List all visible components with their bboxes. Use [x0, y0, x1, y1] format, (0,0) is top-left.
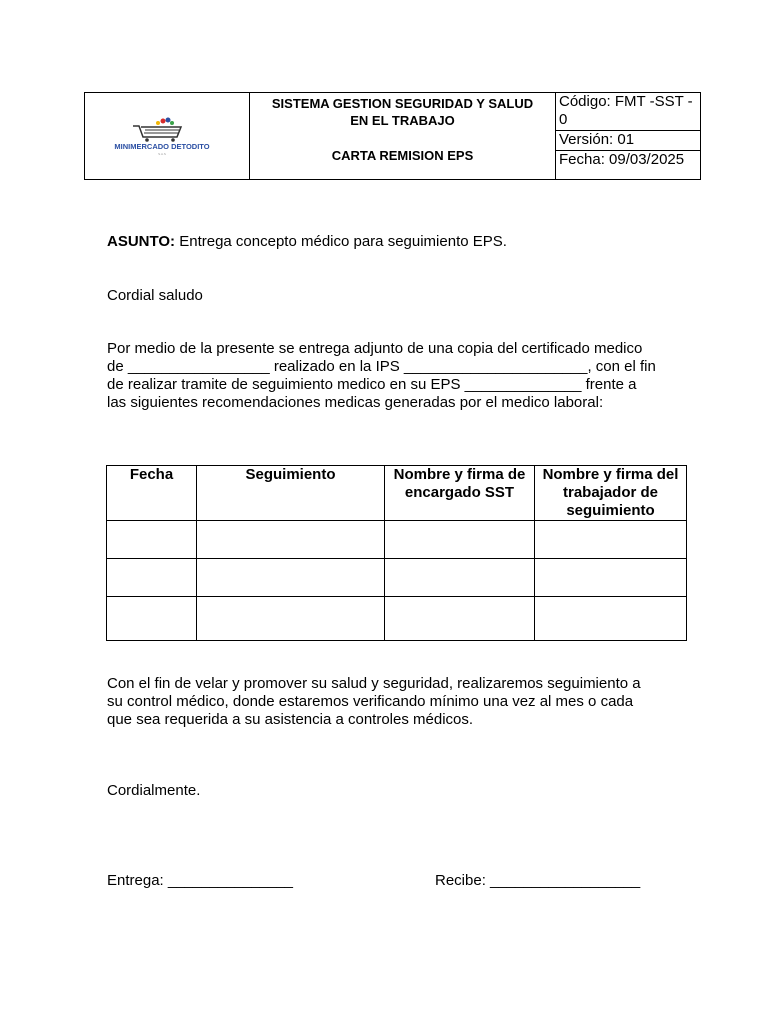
recibe-signature-line[interactable]: Recibe: __________________ [435, 872, 641, 889]
table-cell[interactable] [197, 521, 385, 559]
table-cell[interactable] [385, 521, 535, 559]
table-row [107, 559, 687, 597]
intro-paragraph [107, 340, 687, 412]
table-cell[interactable] [197, 597, 385, 641]
table-row [107, 597, 687, 641]
document-title-cell [250, 93, 556, 180]
followup-table [106, 465, 687, 641]
table-cell[interactable] [385, 559, 535, 597]
system-title-line2: EN EL TRABAJO [350, 113, 455, 128]
table-cell[interactable] [107, 597, 197, 641]
header-table [84, 92, 701, 180]
closing: Cordialmente. [107, 782, 201, 799]
intro-line: de realizar tramite de seguimiento medico en su EPS ______________ frente a [107, 376, 637, 393]
commitment-line: Con el fin de velar y promover su salud y seguridad, realizaremos seguimiento a [107, 675, 641, 692]
system-title-line1: SISTEMA GESTION SEGURIDAD Y SALUD [271, 96, 534, 111]
svg-text:S.A.S: S.A.S [158, 152, 166, 156]
table-cell[interactable] [107, 521, 197, 559]
table-cell[interactable] [535, 521, 687, 559]
entrega-signature-line[interactable]: Entrega: _______________ [107, 872, 294, 889]
col-header-seguimiento: Seguimiento [197, 466, 385, 521]
asunto-line [107, 233, 687, 251]
logo-text: MINIMERCADO DETODITO [114, 142, 210, 151]
document-subtitle: CARTA REMISION EPS [331, 148, 474, 163]
col-header-fecha: Fecha [107, 466, 197, 521]
asunto-text: Entrega concepto médico para seguimiento EPS. [175, 233, 507, 250]
commitment-paragraph [107, 675, 687, 729]
table-cell[interactable] [197, 559, 385, 597]
table-row [107, 521, 687, 559]
document-version: Versión: 01 [556, 131, 701, 151]
followup-table-header-row [107, 466, 687, 521]
commitment-line: su control médico, donde estaremos verificando mínimo una vez al mes o cada [107, 693, 634, 710]
intro-line: Por medio de la presente se entrega adjunto de una copia del certificado medico [107, 340, 643, 357]
table-cell[interactable] [535, 597, 687, 641]
logo-cell [85, 93, 250, 180]
document-code: Código: FMT -SST - 0 [556, 93, 701, 131]
col-header-trabajador: Nombre y firma del trabajador de seguimiento [535, 466, 687, 521]
intro-line: de _________________ realizado en la IPS ______________________, con el fin [107, 358, 656, 375]
table-cell[interactable] [535, 559, 687, 597]
greeting: Cordial saludo [107, 287, 203, 304]
intro-line: las siguientes recomendaciones medicas generadas por el medico laboral: [107, 394, 604, 411]
shopping-cart-logo-icon [105, 117, 225, 157]
commitment-line: que sea requerida a su asistencia a controles médicos. [107, 711, 474, 728]
document-date: Fecha: 09/03/2025 [556, 151, 701, 180]
table-cell[interactable] [385, 597, 535, 641]
table-cell[interactable] [107, 559, 197, 597]
col-header-encargado-sst: Nombre y firma de encargado SST [385, 466, 535, 521]
asunto-label: ASUNTO: [107, 233, 176, 250]
